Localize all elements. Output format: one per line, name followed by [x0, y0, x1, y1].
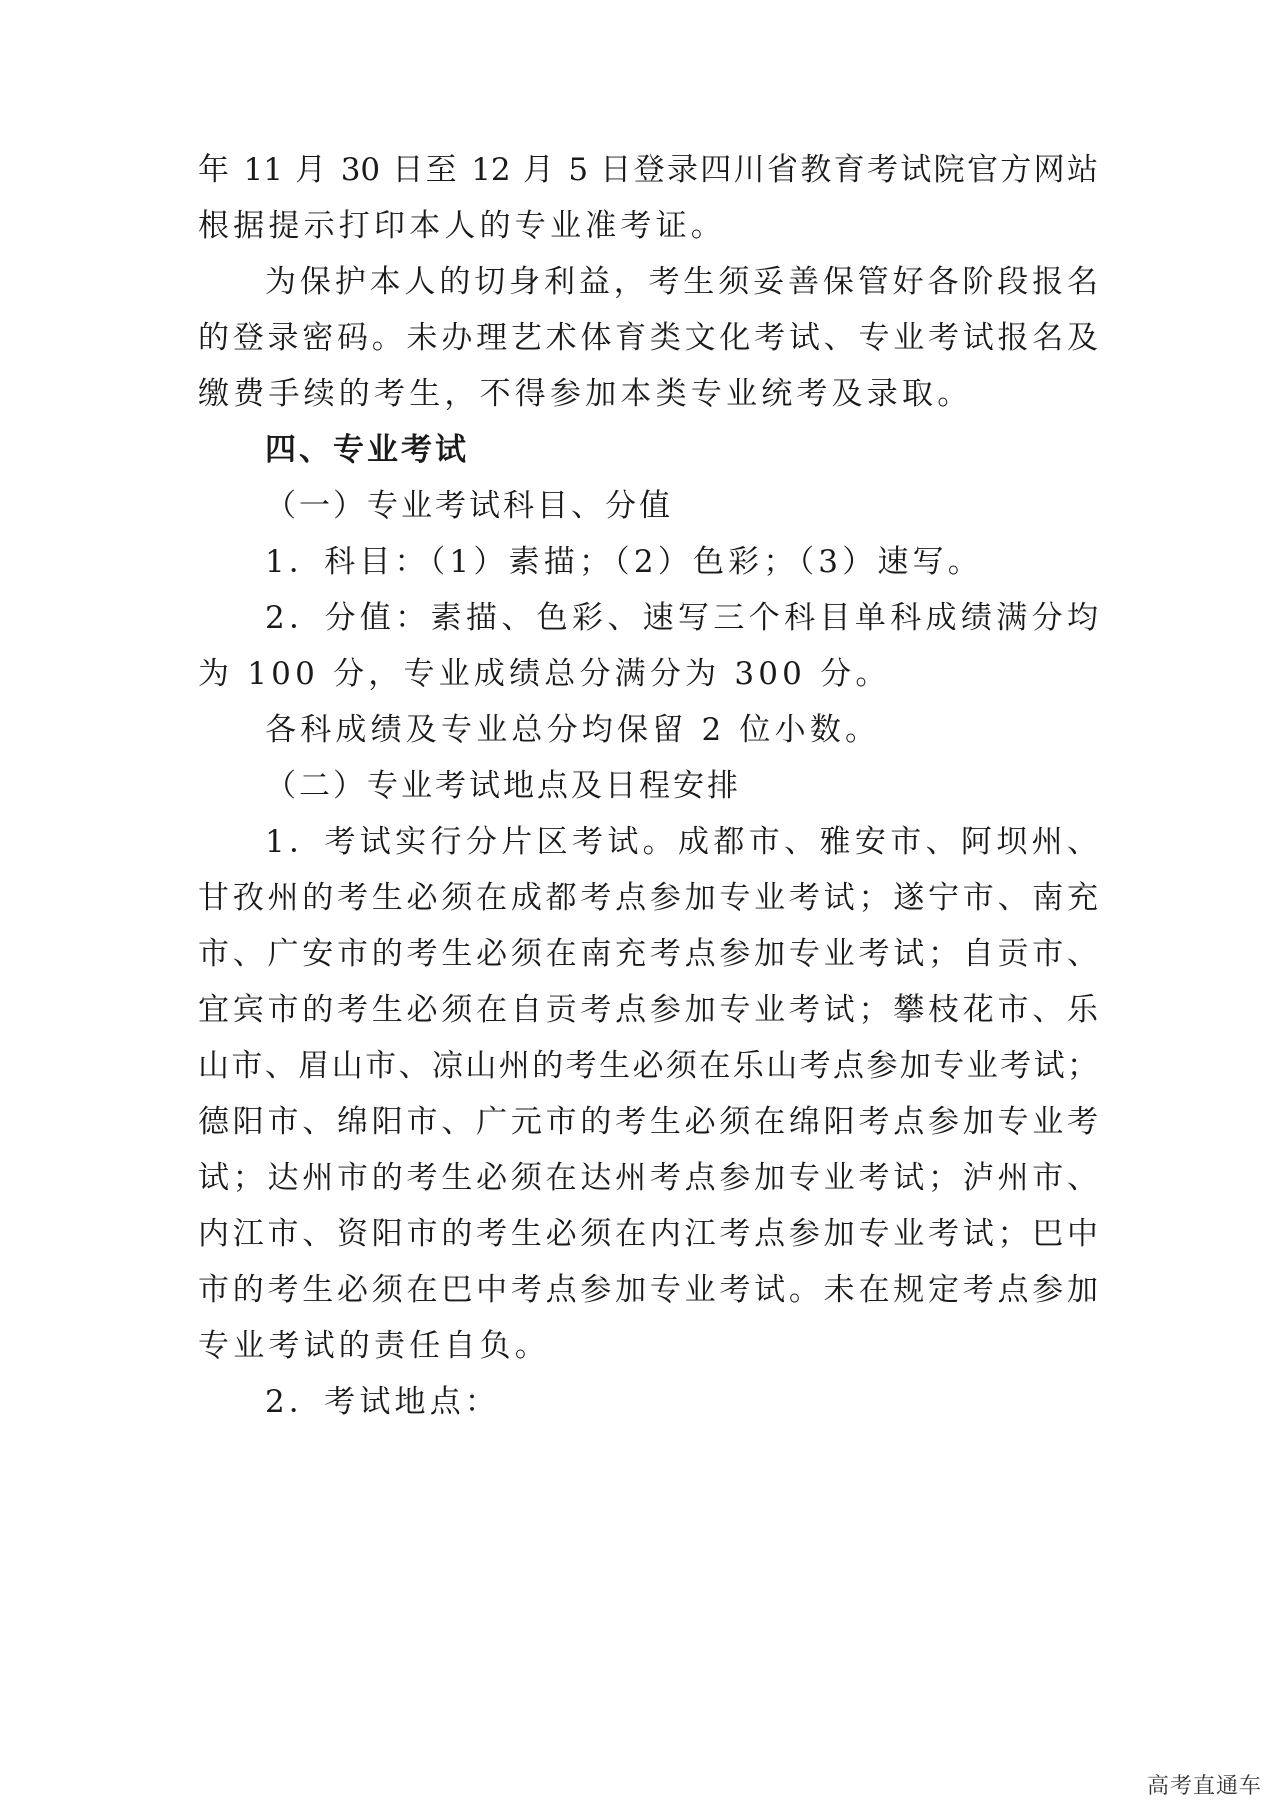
body-line-19: 试；达州市的考生必须在达州考点参加专业考试；泸州市、 [198, 1160, 1098, 1196]
body-line-2: 根据提示打印本人的专业准考证。 [198, 208, 726, 244]
body-line-16: 宜宾市的考生必须在自贡考点参加专业考试；攀枝花市、乐 [198, 992, 1098, 1028]
subsection-heading-1: （一）专业考试科目、分值 [265, 488, 673, 524]
item-subjects: 1．科目：（1）素描；（2）色彩；（3）速写。 [265, 544, 983, 580]
body-line-4: 的登录密码。未办理艺术体育类文化考试、专业考试报名及 [198, 320, 1098, 356]
body-line-22: 专业考试的责任自负。 [198, 1328, 550, 1364]
item-scores: 2．分值：素描、色彩、速写三个科目单科成绩满分均 [265, 600, 1098, 636]
body-line-21: 市的考生必须在巴中考点参加专业考试。未在规定考点参加 [198, 1272, 1098, 1308]
body-line-5: 缴费手续的考生，不得参加本类专业统考及录取。 [198, 376, 973, 412]
body-line-10: 为 100 分，专业成绩总分满分为 300 分。 [198, 656, 891, 692]
item-zones: 1．考试实行分片区考试。成都市、雅安市、阿坝州、 [265, 824, 1098, 860]
paragraph-start-line: 为保护本人的切身利益，考生须妥善保管好各阶段报名 [265, 264, 1098, 300]
body-line-20: 内江市、资阳市的考生必须在内江考点参加专业考试；巴中 [198, 1216, 1098, 1252]
body-line-1: 年 11 月 30 日至 12 月 5 日登录四川省教育考试院官方网站 [198, 152, 1098, 188]
item-exam-location: 2．考试地点： [265, 1384, 501, 1420]
body-line-18: 德阳市、绵阳市、广元市的考生必须在绵阳考点参加专业考 [198, 1104, 1098, 1140]
body-line-15: 市、广安市的考生必须在南充考点参加专业考试；自贡市、 [198, 936, 1098, 972]
subsection-heading-2: （二）专业考试地点及日程安排 [265, 768, 741, 804]
section-heading: 四、专业考试 [265, 432, 469, 468]
body-line-11: 各科成绩及专业总分均保留 2 位小数。 [265, 712, 881, 748]
body-line-17: 山市、眉山市、凉山州的考生必须在乐山考点参加专业考试； [198, 1048, 1098, 1084]
watermark-text: 高考直通车 [1146, 1774, 1262, 1799]
body-line-14: 甘孜州的考生必须在成都考点参加专业考试；遂宁市、南充 [198, 880, 1098, 916]
